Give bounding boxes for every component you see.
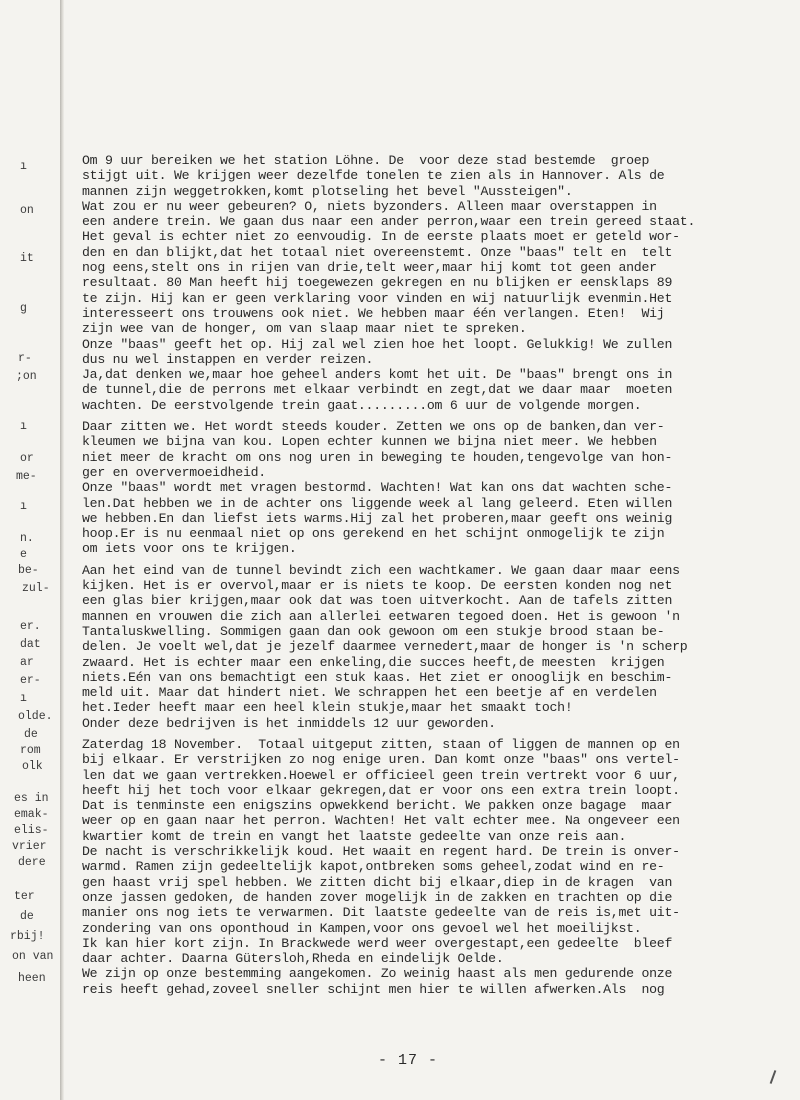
text-line: Zaterdag 18 November. Totaal uitgeput zitten, staan of liggen de mannen op en bbox=[82, 736, 680, 752]
bleed-fragment: n. bbox=[20, 532, 34, 545]
text-line: reis heeft gehad,zoveel sneller schijnt men hier te willen afwerken.Als nog bbox=[82, 981, 665, 997]
text-line: manier ons nog iets te verwarmen. Dit laatste gedeelte van de reis is,met uit- bbox=[82, 905, 680, 921]
text-line: wachten. De eerstvolgende trein gaat.........om 6 uur de volgende morgen. bbox=[82, 397, 642, 413]
bleed-fragment: ı bbox=[20, 420, 27, 433]
text-line: Tantaluskwelling. Sommigen gaan dan ook gewoon om een stukje brood staan be- bbox=[82, 623, 665, 639]
text-line: weer op en gaan naar het perron. Wachten! Het valt echter mee. Na ongeveer een bbox=[82, 813, 680, 829]
text-line: De nacht is verschrikkelijk koud. Het waait en regent hard. De trein is onver- bbox=[82, 844, 680, 860]
text-line: het.Ieder heeft maar een heel klein stukje,maar het smaakt toch! bbox=[82, 700, 573, 716]
text-line: om iets voor ons te krijgen. bbox=[82, 541, 297, 557]
text-line: Om 9 uur bereiken we het station Löhne. De voor deze stad bestemde groep bbox=[82, 153, 650, 168]
bleed-fragment: ı bbox=[20, 500, 27, 513]
bleed-fragment: emak- bbox=[14, 808, 49, 821]
pen-mark bbox=[770, 1070, 777, 1084]
text-line: bij elkaar. Er verstrijken zo nog enige uren. Dan komt onze "baas" ons vertel- bbox=[82, 752, 680, 768]
text-line: Dat is tenminste een enigszins opwekkend bericht. We pakken onze bagage maar bbox=[82, 798, 673, 814]
text-line: delen. Je voelt wel,dat je jezelf daarmee vernedert,maar de honger is 'n scherp bbox=[82, 639, 688, 655]
text-line: interesseert ons trouwens ook niet. We hebben maar één verlangen. Eten! Wij bbox=[82, 305, 665, 321]
bleed-fragment: on van bbox=[12, 950, 54, 963]
bleed-fragment: olk bbox=[22, 760, 43, 773]
bleed-fragment: rom bbox=[20, 744, 41, 757]
text-line: niet meer de kracht om ons nog uren in beweging te houden,tengevolge van hon- bbox=[82, 449, 673, 465]
text-line: heeft hij het toch voor elkaar gekregen,dat er voor ons een extra trein loopt. bbox=[82, 782, 680, 798]
bleed-fragment: on bbox=[20, 204, 34, 217]
bleed-fragment: es in bbox=[14, 792, 49, 805]
text-line: kwartier komt de trein en vangt het laatste gedeelte van onze reis aan. bbox=[82, 828, 627, 844]
text-line: we hebben.En dan liefst iets warms.Hij zal het proberen,maar geeft ons weinig bbox=[82, 510, 673, 526]
bleed-fragment: ı bbox=[20, 160, 27, 173]
bleed-fragment: me- bbox=[16, 470, 37, 483]
text-line: mannen en vrouwen die zich aan allerlei eetwaren tegoed doen. Het is gewoon 'n bbox=[82, 608, 680, 624]
paragraph bbox=[82, 563, 782, 731]
bleed-fragment: vrier bbox=[12, 840, 47, 853]
bleed-fragment: g bbox=[20, 302, 27, 315]
bleed-through-margin bbox=[8, 150, 68, 985]
text-line: nog eens,stelt ons in rijen van drie,telt weer,maar hij komt tot geen ander bbox=[82, 260, 657, 276]
text-line: Onze "baas" geeft het op. Hij zal wel zien hoe het loopt. Gelukkig! We zullen bbox=[82, 336, 673, 352]
text-line: zondering van ons oponthoud in Kampen,voor ons gevoel wel het moeilijkst. bbox=[82, 920, 642, 936]
text-line: Ik kan hier kort zijn. In Brackwede werd weer overgestapt,een gedeelte bleef bbox=[82, 935, 673, 951]
bleed-fragment: or bbox=[20, 452, 34, 465]
text-line: gen haast vrij spel hebben. We zitten dicht bij elkaar,diep in de kragen van bbox=[82, 874, 673, 890]
bleed-fragment: dere bbox=[18, 856, 46, 869]
paragraph bbox=[82, 153, 782, 413]
text-line: zwaard. Het is echter maar een enkeling,die succes heeft,de meesten krijgen bbox=[82, 654, 665, 670]
text-line: de tunnel,die de perrons met elkaar verbindt en zegt,dat we daar maar moeten bbox=[82, 382, 673, 398]
bleed-fragment: er. bbox=[20, 620, 41, 633]
text-line: ger en oververmoeidheid. bbox=[82, 464, 266, 480]
text-line: Ja,dat denken we,maar hoe geheel anders komt het uit. De "baas" brengt ons in bbox=[82, 367, 673, 383]
bleed-fragment: zul- bbox=[22, 582, 50, 595]
text-line: kijken. Het is er overvol,maar er is niets te koop. De eersten konden nog net bbox=[82, 578, 673, 594]
bleed-fragment: e bbox=[20, 548, 27, 561]
text-line: Wat zou er nu weer gebeuren? O, niets byzonders. Alleen maar overstappen in bbox=[82, 198, 657, 214]
bleed-fragment: ı bbox=[20, 692, 27, 705]
bleed-fragment: elis- bbox=[14, 824, 49, 837]
text-line: daar achter. Daarna Gütersloh,Rheda en eindelijk Oelde. bbox=[82, 951, 504, 967]
text-line: zijn wee van de honger, om van slaap maar niet te spreken. bbox=[82, 321, 527, 337]
bleed-fragment: be- bbox=[18, 564, 39, 577]
bleed-fragment: olde. bbox=[18, 710, 53, 723]
text-line: hoop.Er is nu eenmaal niet op ons gerekend en het schijnt onmogelijk te zijn bbox=[82, 526, 665, 542]
text-line: Het geval is echter niet zo eenvoudig. In de eerste plaats moet er geteld wor- bbox=[82, 229, 680, 245]
paragraph bbox=[82, 419, 782, 557]
text-line: Onder deze bedrijven is het inmiddels 12 uur geworden. bbox=[82, 715, 496, 731]
bleed-fragment: dat bbox=[20, 638, 41, 651]
text-line: meld uit. Maar dat hindert niet. We schrappen het een beetje af en verdelen bbox=[82, 685, 657, 701]
bleed-fragment: rbij! bbox=[10, 930, 45, 943]
text-line: dus nu wel instappen en verder reizen. bbox=[82, 351, 374, 367]
text-line: stijgt uit. We krijgen weer dezelfde tonelen te zien als in Hannover. Als de bbox=[82, 168, 665, 184]
text-line: mannen zijn weggetrokken,komt plotseling het bevel "Aussteigen". bbox=[82, 183, 573, 199]
bleed-fragment: ar bbox=[20, 656, 34, 669]
text-line: kleumen we bijna van kou. Lopen echter kunnen we bijna niet meer. We hebben bbox=[82, 434, 657, 450]
bleed-fragment: heen bbox=[18, 972, 46, 985]
text-line: len dat we gaan vertrekken.Hoewel er officieel geen trein vertrekt voor 6 uur, bbox=[82, 767, 680, 783]
typewritten-text bbox=[82, 153, 782, 997]
text-line: resultaat. 80 Man heeft hij toegewezen gekregen en nu blijken er eensklaps 89 bbox=[82, 275, 673, 291]
bleed-fragment: ;on bbox=[16, 370, 37, 383]
text-line: warmd. Ramen zijn gedeeltelijk kapot,ontbreken soms geheel,zodat wind en re- bbox=[82, 859, 665, 875]
text-line: een glas bier krijgen,maar ook dat was toen uitverkocht. Aan de tafels zitten bbox=[82, 593, 673, 609]
bleed-fragment: ter bbox=[14, 890, 35, 903]
text-line: We zijn op onze bestemming aangekomen. Zo weinig haast als men gedurende onze bbox=[82, 966, 673, 982]
bleed-fragment: it bbox=[20, 252, 34, 265]
text-line: den en dan blijkt,dat het totaal niet overeenstemt. Onze "baas" telt en telt bbox=[82, 244, 673, 260]
text-line: Onze "baas" wordt met vragen bestormd. Wachten! Wat kan ons dat wachten sche- bbox=[82, 480, 673, 496]
text-line: te zijn. Hij kan er geen verklaring voor vinden en wij natuurlijk evenmin.Het bbox=[82, 290, 673, 306]
text-line: onze jassen gedoken, de handen zover mogelijk in de zakken en trachten op die bbox=[82, 889, 673, 905]
text-line: Aan het eind van de tunnel bevindt zich een wachtkamer. We gaan daar maar eens bbox=[82, 562, 680, 578]
bleed-fragment: r- bbox=[18, 352, 32, 365]
bleed-fragment: de bbox=[20, 910, 34, 923]
bleed-fragment: er- bbox=[20, 674, 41, 687]
text-line: Daar zitten we. Het wordt steeds kouder. Zetten we ons op de banken,dan ver- bbox=[82, 419, 665, 435]
text-line: len.Dat hebben we in de achter ons liggende week al lang geleerd. Eten willen bbox=[82, 495, 673, 511]
page-number: - 17 - bbox=[378, 1052, 439, 1069]
text-line: niets.Eén van ons bemachtigt een stuk kaas. Het ziet er onooglijk en beschim- bbox=[82, 669, 673, 685]
bleed-fragment: de bbox=[24, 728, 38, 741]
text-line: een andere trein. We gaan dus naar een ander perron,waar een trein gereed staat. bbox=[82, 214, 696, 230]
paragraph bbox=[82, 737, 782, 997]
